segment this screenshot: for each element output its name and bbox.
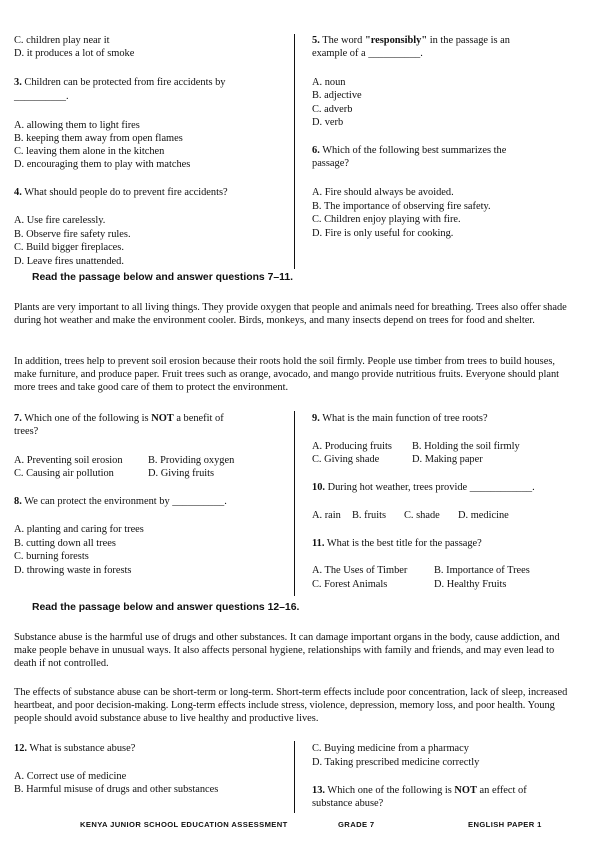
answer-blank: ____________ <box>469 482 533 493</box>
q9-option-a: A. Producing fruits <box>312 441 392 452</box>
q9-option-b: B. Holding the soil firmly <box>412 441 520 452</box>
question-number: 12. <box>14 743 27 754</box>
question-number: 9. <box>312 413 320 424</box>
q3-option-a: A. allowing them to light fires <box>14 120 140 131</box>
q6-option-c: C. Children enjoy playing with fire. <box>312 214 461 225</box>
question-7-line2: trees? <box>14 426 39 437</box>
question-8: 8. We can protect the environment by __________. <box>14 496 227 507</box>
q3-option-c: C. leaving them alone in the kitchen <box>14 146 165 157</box>
q12-option-b: B. Harmful misuse of drugs and other substances <box>14 784 219 795</box>
question-text: What should people do to prevent fire accidents? <box>24 187 228 198</box>
footer-grade: GRADE 7 <box>338 820 375 829</box>
q7-option-c: C. Causing air pollution <box>14 468 114 479</box>
q4-option-d: D. Leave fires unattended. <box>14 256 124 267</box>
column-divider <box>294 411 295 596</box>
question-number: 10. <box>312 482 325 493</box>
passage-paragraph: In addition, trees help to prevent soil erosion because their roots hold the soil firmly. People use timber from trees to build houses, make furniture, and produce paper. Fruit trees such as orange, avocado, and mango provide nutritious fruits. Everyone should plant more trees and take good care of them to protect the environment. <box>14 356 560 393</box>
q4-option-c: C. Build bigger fireplaces. <box>14 242 124 253</box>
q5-option-d: D. verb <box>312 117 344 128</box>
q11-option-a: A. The Uses of Timber <box>312 565 408 576</box>
q3-option-b: B. keeping them away from open flames <box>14 133 183 144</box>
question-text: Children can be protected from fire accidents by <box>24 77 226 88</box>
footer-paper: ENGLISH PAPER 1 <box>468 820 542 829</box>
passage-paragraph: The effects of substance abuse can be short-term or long-term. Short-term effects include poor concentration, lack of sleep, increased heartbeat, and poor decision-making. Long-term effects include stress, violence, depression, memory loss, and poor health. Young people should avoid substance abuse to live healthy and productive lives. <box>14 687 568 724</box>
q7-option-a: A. Preventing soil erosion <box>14 455 123 466</box>
question-6-line2: passage? <box>312 158 349 169</box>
question-5: 5. The word "responsibly" in the passage is an <box>312 35 510 46</box>
q12-option-d: D. Taking prescribed medicine correctly <box>312 757 480 768</box>
column-divider <box>294 34 295 269</box>
question-number: 3. <box>14 77 22 88</box>
q8-option-d: D. throwing waste in forests <box>14 565 132 576</box>
q10-option-d: D. medicine <box>458 510 509 521</box>
question-3 <box>14 77 226 89</box>
q3-option-d: D. encouraging them to play with matches <box>14 159 191 170</box>
q5-option-c: C. adverb <box>312 104 353 115</box>
q8-option-a: A. planting and caring for trees <box>14 524 144 535</box>
q10-option-b: B. fruits <box>352 510 387 521</box>
q8-option-b: B. cutting down all trees <box>14 538 116 549</box>
q7-option-d: D. Giving fruits <box>148 468 215 479</box>
passage-paragraph: Substance abuse is the harmful use of drugs and other substances. It can damage important organs in the body, cause addiction, and make people behave in unusual ways. It also affects personal hygiene, relationships with family and friends, and may even lead to death if not controlled. <box>14 632 560 669</box>
q10-option-a: A. rain <box>312 510 341 521</box>
column-divider <box>294 741 295 813</box>
question-number: 13. <box>312 785 325 796</box>
section-heading: Read the passage below and answer questions 12–16. <box>32 602 300 613</box>
q12-option-c: C. Buying medicine from a pharmacy <box>312 743 469 754</box>
question-10: 10. During hot weather, trees provide ____________. <box>312 482 535 493</box>
question-number: 8. <box>14 496 22 507</box>
passage-paragraph: Plants are very important to all living things. They provide oxygen that people and animals need for breathing. Trees also offer shade during hot weather and make the environment cooler. Birds, monkeys, and many insects depend on trees for food and shelter. <box>14 302 567 326</box>
question-13: 13. Which one of the following is NOT an effect of <box>312 785 527 796</box>
question-number: 11. <box>312 538 325 549</box>
question-number: 5. <box>312 35 320 46</box>
q2-option-d: D. it produces a lot of smoke <box>14 48 135 59</box>
q10-option-c: C. shade <box>404 510 440 521</box>
section-heading: Read the passage below and answer questions 7–11. <box>32 272 294 283</box>
q6-option-b: B. The importance of observing fire safety. <box>312 201 491 212</box>
q4-option-b: B. Observe fire safety rules. <box>14 229 131 240</box>
question-5-line2: example of a __________. <box>312 48 423 59</box>
question-13-line2: substance abuse? <box>312 798 384 809</box>
q6-option-d: D. Fire is only useful for cooking. <box>312 228 454 239</box>
answer-blank: __________ <box>172 496 225 507</box>
question-7: 7. Which one of the following is NOT a benefit of <box>14 413 224 424</box>
answer-blank: __________ <box>368 48 421 59</box>
q11-option-d: D. Healthy Fruits <box>434 579 507 590</box>
q11-option-c: C. Forest Animals <box>312 579 388 590</box>
q2-option-c: C. children play near it <box>14 35 110 46</box>
question-6: 6. Which of the following best summarizes the <box>312 145 507 156</box>
q7-option-b: B. Providing oxygen <box>148 455 235 466</box>
question-keyword: "responsibly" <box>364 35 428 46</box>
question-12: 12. What is substance abuse? <box>14 743 136 754</box>
q12-option-a: A. Correct use of medicine <box>14 771 127 782</box>
question-number: 4. <box>14 187 22 198</box>
q5-option-b: B. adjective <box>312 90 362 101</box>
question-number: 6. <box>312 145 320 156</box>
footer-assessment-name: KENYA JUNIOR SCHOOL EDUCATION ASSESSMENT <box>80 820 288 829</box>
question-11: 11. What is the best title for the passage? <box>312 538 482 549</box>
q5-option-a: A. noun <box>312 77 346 88</box>
q9-option-d: D. Making paper <box>412 454 483 465</box>
answer-blank: __________. <box>14 91 69 102</box>
question-4 <box>14 187 228 199</box>
q6-option-a: A. Fire should always be avoided. <box>312 187 454 198</box>
question-number: 7. <box>14 413 22 424</box>
question-keyword: NOT <box>454 785 477 796</box>
question-9: 9. What is the main function of tree roots? <box>312 413 488 424</box>
question-keyword: NOT <box>151 413 174 424</box>
q9-option-c: C. Giving shade <box>312 454 380 465</box>
q11-option-b: B. Importance of Trees <box>434 565 530 576</box>
q4-option-a: A. Use fire carelessly. <box>14 215 106 226</box>
q8-option-c: C. burning forests <box>14 551 89 562</box>
